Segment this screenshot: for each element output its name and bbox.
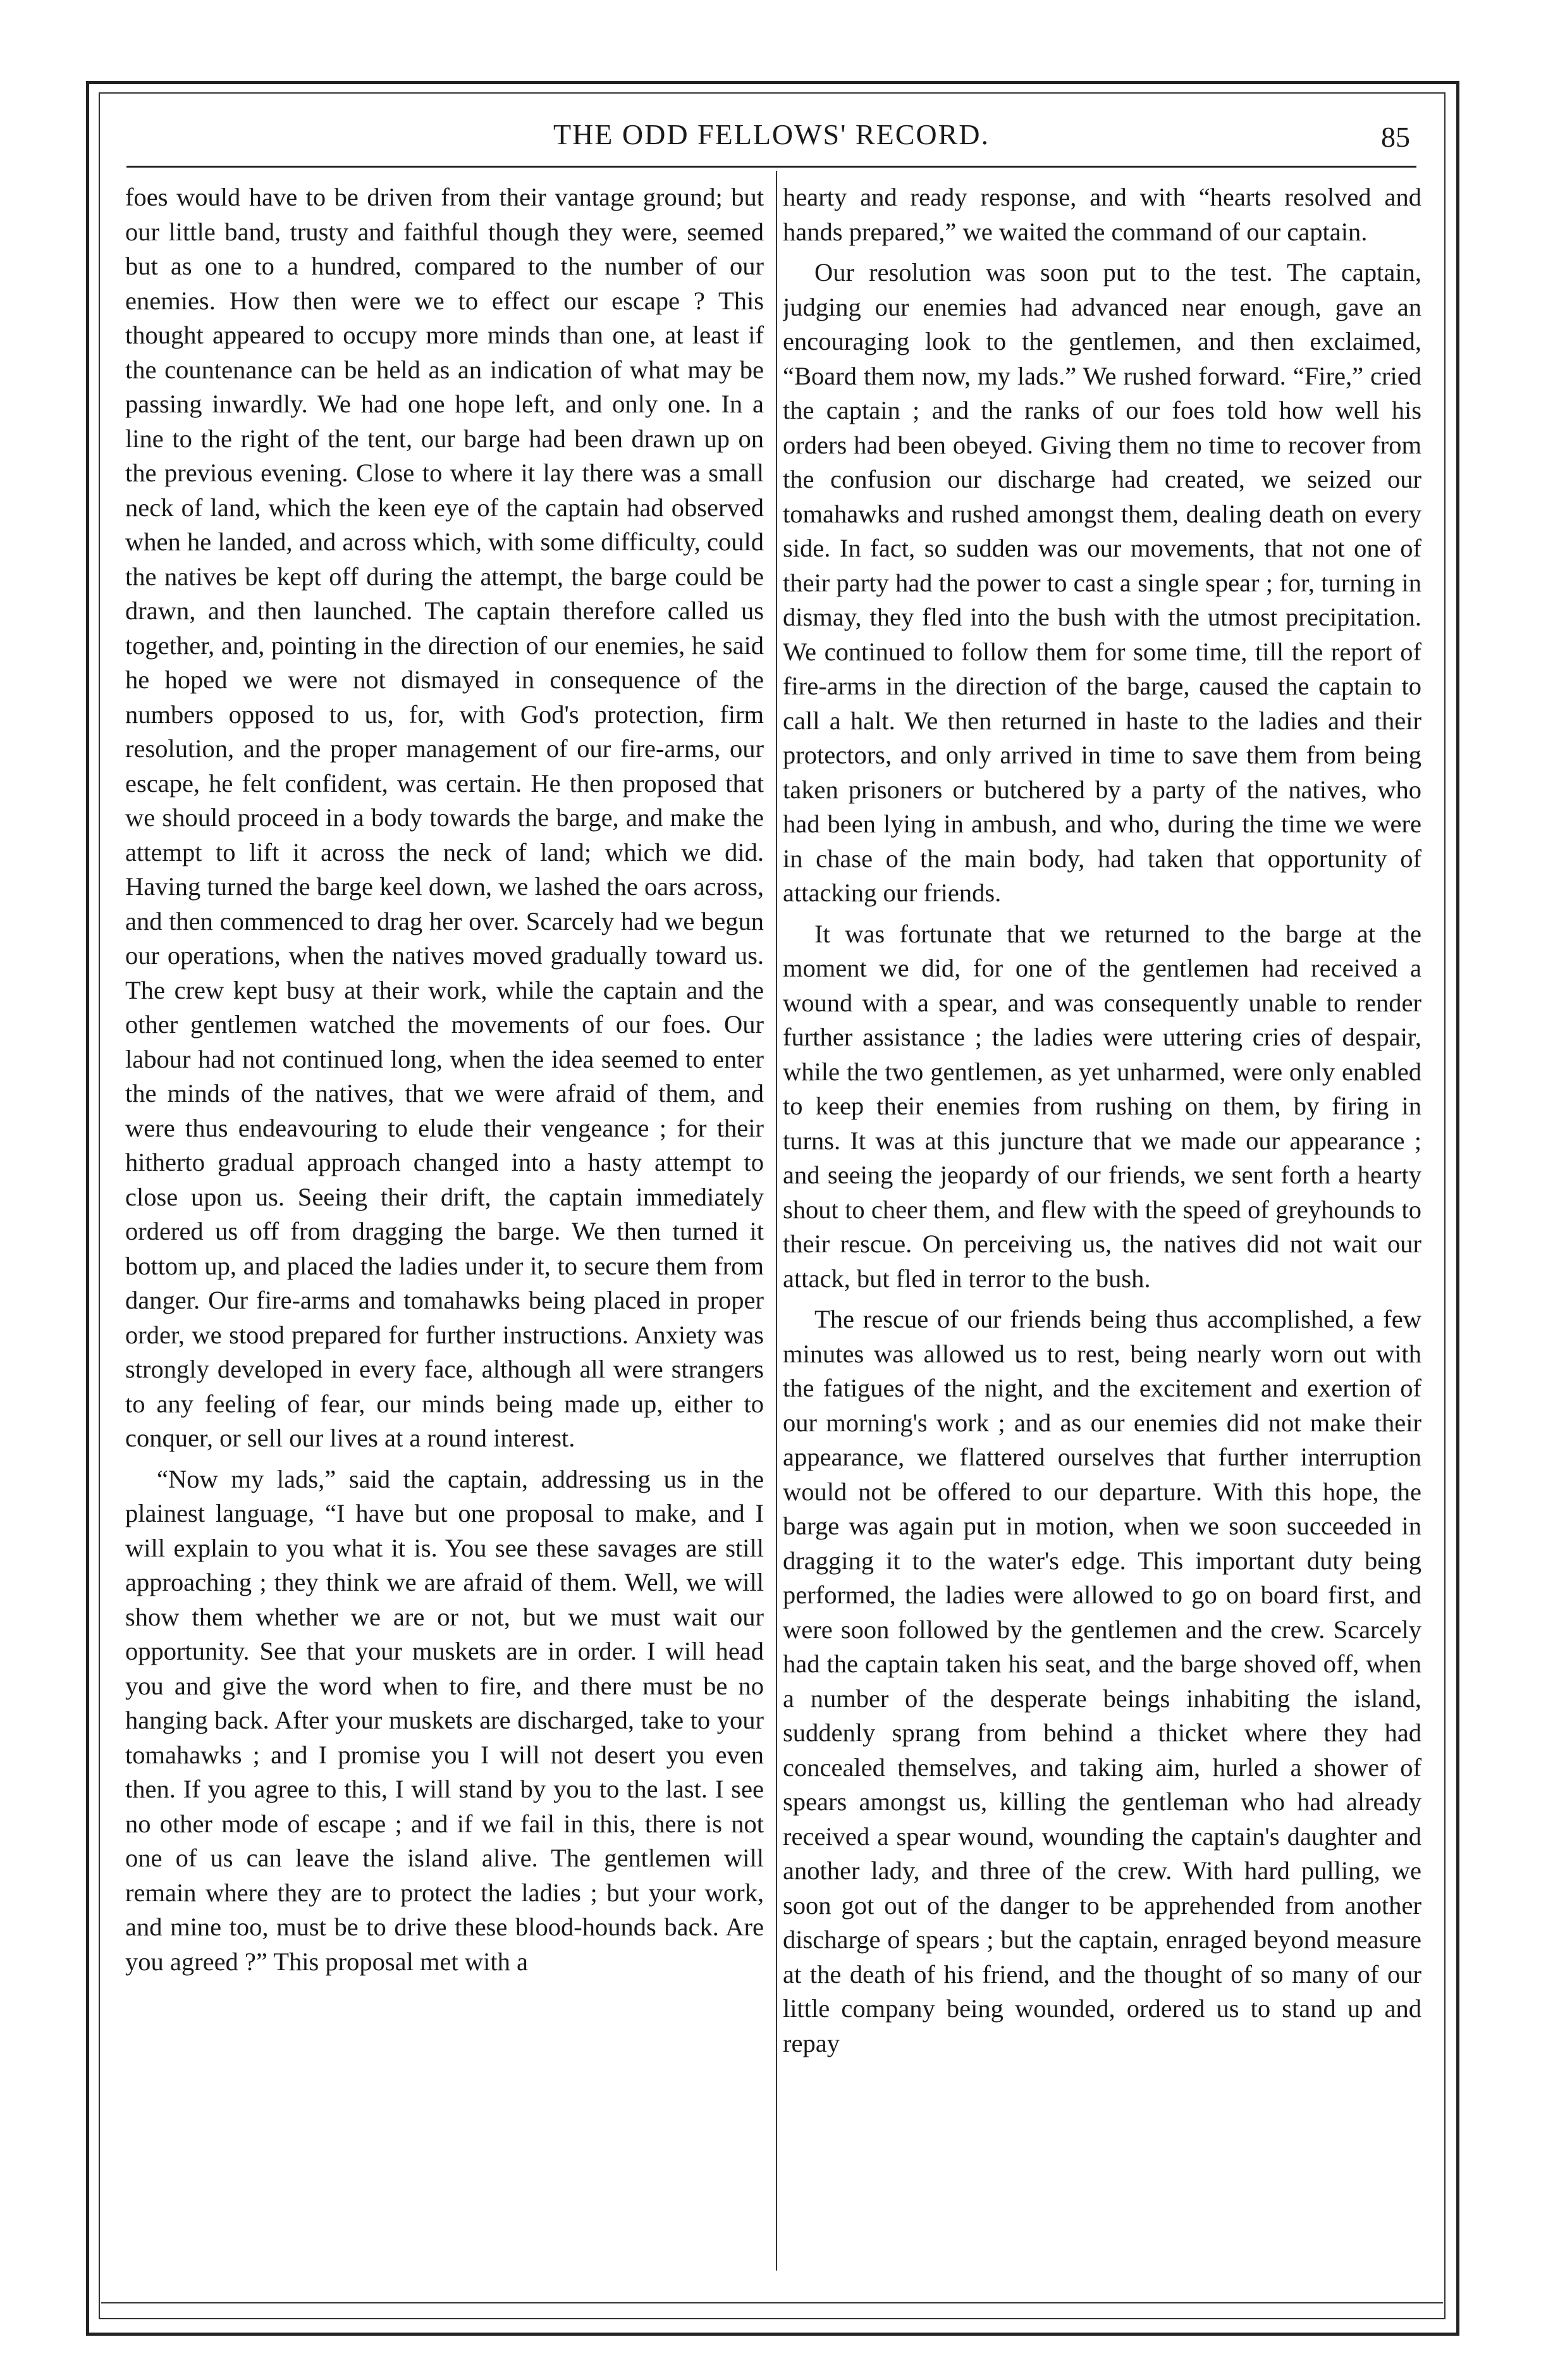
bottom-rule	[101, 2302, 1443, 2303]
paragraph: hearty and ready response, and with “hearts resolved and hands prepared,” we waited the command of our captain.	[783, 183, 1421, 246]
running-title: THE ODD FELLOWS' RECORD.	[553, 118, 990, 151]
page-header	[126, 113, 1416, 157]
left-column	[125, 180, 764, 2261]
column-divider	[776, 171, 777, 2271]
header-rule	[126, 166, 1416, 168]
page-number: 85	[1381, 121, 1410, 153]
paragraph: It was fortunate that we returned to the barge at the moment we did, for one of the gentlemen had received a wound with a spear, and was consequently unable to render further assistance ; the ladies were uttering cries of despair, while the two gentlemen, as yet unharmed, were only enabled to keep their enemies from rushing on them, by firing in turns. It was at this juncture that we made our appearance ; and seeing the jeopardy of our friends, we sent forth a hearty shout to cheer them, and flew with the speed of greyhounds to their rescue. On perceiving us, the natives did not wait our attack, but fled in terror to the bush.	[783, 919, 1421, 1293]
paragraph: “Now my lads,” said the captain, addressing us in the plainest language, “I have but one proposal to make, and I will explain to you what it is. You see these savages are still approaching ; they think we are afraid of them. Well, we will show them whether we are or not, but we must wait our opportunity. See that your muskets are in order. I will head you and give the word when to fire, and there must be no hanging back. After your muskets are discharged, take to your tomahawks ; and I promise you I will not desert you even then. If you agree to this, I will stand by you to the last. I see no other mode of escape ; and if we fail in this, there is not one of us can leave the island alive. The gentlemen will remain where they are to protect the ladies ; but your work, and mine too, must be to drive these blood-hounds back. Are you agreed ?” This proposal met with a	[125, 1464, 764, 1976]
right-column	[783, 180, 1421, 2261]
paragraph: The rescue of our friends being thus accomplished, a few minutes was allowed us to rest, being nearly worn out with the fatigues of the night, and the excitement and exertion of our morning's work ; and as our enemies did not make their appearance, we flattered ourselves that further interruption would not be offered to our departure. With this hope, the barge was again put in motion, when we soon succeeded in dragging it to the water's edge. This important duty being performed, the ladies were allowed to go on board first, and were soon followed by the gentlemen and the crew. Scarcely had the captain taken his seat, and the barge shoved off, when a number of the desperate beings inhabiting the island, suddenly sprang from behind a thicket where they had concealed themselves, and taking aim, hurled a shower of spears amongst us, killing the gentleman who had already received a spear wound, wounding the captain's daughter and another lady, and three of the crew. With hard pulling, we soon got out of the danger to be apprehended from another discharge of spears ; but the captain, enraged beyond measure at the death of his friend, and the thought of so many of our little company being wounded, ordered us to stand up and repay	[783, 1305, 1421, 2057]
paragraph: Our resolution was soon put to the test. The captain, judging our enemies had advanced near enough, gave an encouraging look to the gentlemen, and then exclaimed, “Board them now, my lads.” We rushed forward. “Fire,” cried the captain ; and the ranks of our foes told how well his orders had been obeyed. Giving them no time to recover from the confusion our discharge had created, we seized our tomahawks and rushed amongst them, dealing death on every side. In fact, so sudden was our movements, that not one of their party had the power to cast a single spear ; for, turning in dismay, they fled into the bush with the utmost precipitation. We continued to follow them for some time, till the report of fire-arms in the direction of the barge, caused the captain to call a halt. We then returned in haste to the ladies and their protectors, and only arrived in time to save them from being taken prisoners or butchered by a party of the natives, who had been lying in ambush, and who, during the time we were in chase of the main body, had taken that opportunity of attacking our friends.	[783, 258, 1421, 907]
paragraph: foes would have to be driven from their vantage ground; but our little band, trusty and faithful though they were, seemed but as one to a hundred, compared to the number of our enemies. How then were we to effect our escape ? This thought appeared to occupy more minds than one, at least if the countenance can be held as an indication of what may be passing inwardly. We had one hope left, and only one. In a line to the right of the tent, our barge had been drawn up on the previous evening. Close to where it lay there was a small neck of land, which the keen eye of the captain had observed when he landed, and across which, with some difficulty, could the natives be kept off during the attempt, the barge could be drawn, and then launched. The captain therefore called us together, and, pointing in the direction of our enemies, he said he hoped we were not dismayed in consequence of the numbers opposed to us, for, with God's protection, firm resolution, and the proper management of our fire-arms, our escape, he felt confident, was certain. He then proposed that we should proceed in a body towards the barge, and make the attempt to lift it across the neck of land; which we did. Having turned the barge keel down, we lashed the oars across, and then commenced to drag her over. Scarcely had we begun our operations, when the natives moved gradually toward us. The crew kept busy at their work, while the captain and the other gentlemen watched the movements of our foes. Our labour had not continued long, when the idea seemed to enter the minds of the natives, that we were afraid of them, and were thus endeavouring to elude their vengeance ; for their hitherto gradual approach changed into a hasty attempt to close upon us. Seeing their drift, the captain immediately ordered us off from dragging the barge. We then turned it bottom up, and placed the ladies under it, to secure them from danger. Our fire-arms and tomahawks being placed in proper order, we stood prepared for further instructions. Anxiety was strongly developed in every face, although all were strangers to any feeling of fear, our minds being made up, either to conquer, or sell our lives at a round interest.	[125, 183, 764, 1452]
